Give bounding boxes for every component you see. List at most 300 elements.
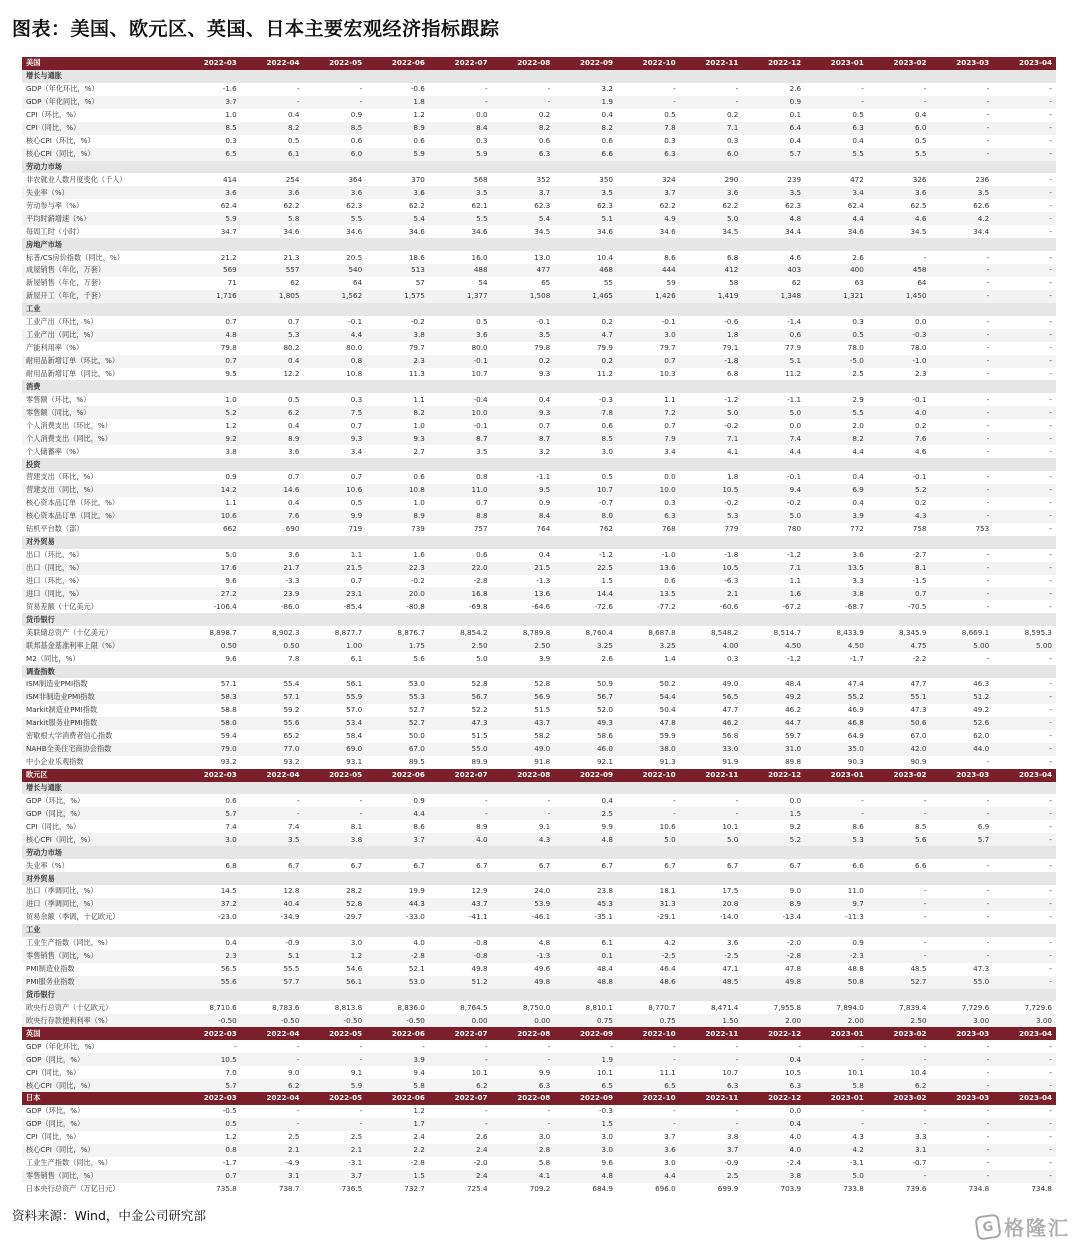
month-header: 2022-03: [178, 1092, 241, 1105]
value-cell: -0.50: [366, 1014, 429, 1027]
value-cell: 8,813.8: [303, 1001, 366, 1014]
value-cell: 1,450: [868, 290, 931, 303]
month-header: 2022-08: [492, 1027, 555, 1040]
value-cell: 64: [868, 277, 931, 290]
value-cell: 699.9: [680, 1183, 743, 1196]
value-cell: 0.7: [178, 1170, 241, 1183]
value-cell: 49.8: [429, 963, 492, 976]
value-cell: 3.8: [742, 1170, 805, 1183]
value-cell: 34.6: [366, 225, 429, 238]
value-cell: 1.1: [742, 575, 805, 588]
value-cell: 56.5: [178, 963, 241, 976]
value-cell: 64.9: [805, 730, 868, 743]
value-cell: 5.0: [742, 406, 805, 419]
value-cell: -: [930, 393, 993, 406]
value-cell: 47.3: [930, 963, 993, 976]
value-cell: 4.75: [868, 639, 931, 652]
table-row: [22, 497, 1056, 510]
value-cell: 0.6: [554, 419, 617, 432]
value-cell: 254: [241, 173, 304, 186]
value-cell: -41.1: [429, 911, 492, 924]
indicator-label: 中小企业乐观指数: [22, 756, 178, 769]
value-cell: 0.2: [868, 497, 931, 510]
value-cell: 62.0: [930, 730, 993, 743]
value-cell: 6.8: [680, 251, 743, 264]
value-cell: -: [930, 1170, 993, 1183]
value-cell: 4.3: [492, 833, 555, 846]
value-cell: 5.7: [930, 833, 993, 846]
value-cell: 5.0: [805, 1170, 868, 1183]
value-cell: 2.5: [680, 1170, 743, 1183]
value-cell: -: [303, 1053, 366, 1066]
value-cell: 93.1: [303, 756, 366, 769]
value-cell: 6.4: [742, 122, 805, 135]
value-cell: 684.9: [554, 1183, 617, 1196]
table-row: [22, 963, 1056, 976]
value-cell: 488: [429, 264, 492, 277]
value-cell: 1.6: [366, 549, 429, 562]
value-cell: 5.5: [868, 148, 931, 161]
value-cell: 9.2: [178, 432, 241, 445]
indicator-label: 失业率（%）: [22, 186, 178, 199]
value-cell: -70.5: [868, 600, 931, 613]
value-cell: 0.00: [492, 1014, 555, 1027]
value-cell: 19.9: [366, 885, 429, 898]
value-cell: 49.8: [492, 976, 555, 989]
value-cell: -: [241, 1040, 304, 1053]
value-cell: 52.6: [930, 717, 993, 730]
value-cell: -: [617, 96, 680, 109]
value-cell: 21.5: [303, 562, 366, 575]
value-cell: 49.3: [554, 717, 617, 730]
value-cell: 5.00: [993, 639, 1056, 652]
value-cell: 55.5: [241, 963, 304, 976]
value-cell: 0.0: [617, 471, 680, 484]
value-cell: 47.8: [617, 717, 680, 730]
value-cell: 6.6: [868, 859, 931, 872]
value-cell: 2.4: [429, 1144, 492, 1157]
value-cell: 5.5: [805, 406, 868, 419]
value-cell: 16.8: [429, 587, 492, 600]
value-cell: -1.7: [178, 1157, 241, 1170]
value-cell: 47.3: [868, 704, 931, 717]
value-cell: 3.7: [366, 833, 429, 846]
value-cell: 4.0: [429, 833, 492, 846]
value-cell: -: [930, 1040, 993, 1053]
value-cell: 56.9: [492, 691, 555, 704]
value-cell: 59.2: [241, 704, 304, 717]
category-row: [22, 989, 1056, 1002]
value-cell: 5.2: [742, 833, 805, 846]
indicator-label: M2（同比，%）: [22, 652, 178, 665]
value-cell: -: [303, 1118, 366, 1131]
value-cell: 2.1: [680, 587, 743, 600]
value-cell: 6.7: [366, 859, 429, 872]
value-cell: 2.6: [805, 251, 868, 264]
indicator-label: 密歇根大学消费者信心指数: [22, 730, 178, 743]
value-cell: 6.6: [805, 859, 868, 872]
table-row: [22, 820, 1056, 833]
value-cell: 9.9: [492, 1066, 555, 1079]
value-cell: 6.5: [617, 1079, 680, 1092]
value-cell: 46.3: [930, 678, 993, 691]
value-cell: 0.3: [680, 652, 743, 665]
indicator-label: 劳动参与率（%）: [22, 199, 178, 212]
value-cell: -: [930, 96, 993, 109]
value-cell: -1.2: [742, 652, 805, 665]
value-cell: 43.7: [429, 898, 492, 911]
value-cell: 1,465: [554, 290, 617, 303]
value-cell: -: [429, 1040, 492, 1053]
value-cell: 0.6: [554, 135, 617, 148]
value-cell: 4.0: [868, 406, 931, 419]
value-cell: -: [993, 1144, 1056, 1157]
value-cell: 62.3: [303, 199, 366, 212]
value-cell: -: [429, 794, 492, 807]
value-cell: -: [993, 199, 1056, 212]
region-name: 日本: [22, 1092, 178, 1105]
value-cell: 8,877.7: [303, 626, 366, 639]
value-cell: 53.9: [492, 898, 555, 911]
indicator-label: 核心资本品订单（环比，%）: [22, 497, 178, 510]
value-cell: 90.9: [868, 756, 931, 769]
value-cell: 79.0: [178, 743, 241, 756]
category-label: 房地产市场: [22, 238, 1056, 251]
value-cell: 34.5: [680, 225, 743, 238]
value-cell: -: [930, 562, 993, 575]
value-cell: 3.1: [241, 1170, 304, 1183]
table-row: [22, 1118, 1056, 1131]
category-label: 货币银行: [22, 989, 1056, 1002]
value-cell: 79.7: [366, 342, 429, 355]
value-cell: 55.0: [429, 743, 492, 756]
value-cell: 57.7: [241, 976, 304, 989]
value-cell: 8,876.7: [366, 626, 429, 639]
value-cell: 62.4: [178, 199, 241, 212]
value-cell: 49.2: [742, 691, 805, 704]
value-cell: 5.4: [492, 212, 555, 225]
value-cell: 5.5: [429, 212, 492, 225]
value-cell: 5.0: [178, 549, 241, 562]
value-cell: 6.1: [303, 652, 366, 665]
month-header: 2022-10: [617, 1092, 680, 1105]
value-cell: 4.4: [805, 212, 868, 225]
value-cell: -: [868, 1118, 931, 1131]
value-cell: 34.6: [429, 225, 492, 238]
value-cell: -: [680, 1040, 743, 1053]
value-cell: -1.0: [868, 355, 931, 368]
value-cell: 8.1: [868, 562, 931, 575]
month-header: 2022-05: [303, 769, 366, 782]
value-cell: 6.3: [492, 148, 555, 161]
value-cell: 5.7: [178, 807, 241, 820]
value-cell: 7.4: [178, 820, 241, 833]
category-row: [22, 70, 1056, 83]
value-cell: 3.7: [303, 1170, 366, 1183]
month-header: 2023-02: [868, 1027, 931, 1040]
value-cell: 62.2: [617, 199, 680, 212]
value-cell: 1.8: [680, 329, 743, 342]
value-cell: -: [993, 96, 1056, 109]
month-header: 2022-07: [429, 1027, 492, 1040]
value-cell: -0.1: [868, 393, 931, 406]
table-row: [22, 148, 1056, 161]
value-cell: -: [993, 704, 1056, 717]
value-cell: 8.5: [178, 122, 241, 135]
value-cell: 53.0: [366, 678, 429, 691]
value-cell: 477: [492, 264, 555, 277]
value-cell: 22.3: [366, 562, 429, 575]
category-row: [22, 380, 1056, 393]
indicator-label: 欧央行总资产（十亿欧元）: [22, 1001, 178, 1014]
value-cell: 8.7: [492, 432, 555, 445]
value-cell: 779: [680, 523, 743, 536]
value-cell: -: [868, 885, 931, 898]
table-row: [22, 186, 1056, 199]
value-cell: -1.3: [492, 950, 555, 963]
value-cell: -: [303, 96, 366, 109]
value-cell: 3.5: [429, 445, 492, 458]
value-cell: 569: [178, 264, 241, 277]
indicator-label: CPI（同比，%）: [22, 1131, 178, 1144]
value-cell: 6.0: [680, 148, 743, 161]
value-cell: -: [805, 794, 868, 807]
category-label: 增长与通胀: [22, 782, 1056, 795]
month-header: 2023-01: [805, 769, 868, 782]
source-note: 资料来源：Wind，中金公司研究部: [12, 1208, 206, 1223]
value-cell: -0.2: [680, 419, 743, 432]
value-cell: 3.7: [178, 96, 241, 109]
month-header: 2022-10: [617, 1027, 680, 1040]
value-cell: 540: [303, 264, 366, 277]
value-cell: 6.7: [617, 859, 680, 872]
value-cell: 7,729.6: [993, 1001, 1056, 1014]
value-cell: 56.8: [680, 730, 743, 743]
value-cell: -: [993, 575, 1056, 588]
value-cell: 1.2: [366, 1105, 429, 1118]
value-cell: 8,789.8: [492, 626, 555, 639]
value-cell: 0.2: [554, 316, 617, 329]
value-cell: 0.8: [178, 1144, 241, 1157]
value-cell: 5.1: [554, 212, 617, 225]
month-header: 2023-03: [930, 769, 993, 782]
value-cell: -0.1: [868, 471, 931, 484]
value-cell: 27.2: [178, 587, 241, 600]
table-row: [22, 626, 1056, 639]
table-row: [22, 1170, 1056, 1183]
indicator-label: 平均时薪增速（%）: [22, 212, 178, 225]
value-cell: 8.9: [742, 898, 805, 911]
month-header: 2022-12: [742, 1092, 805, 1105]
value-cell: 16.0: [429, 251, 492, 264]
value-cell: 11.2: [742, 368, 805, 381]
table-row: [22, 911, 1056, 924]
indicator-label: 工业产出（同比，%）: [22, 329, 178, 342]
value-cell: 2.5: [241, 1131, 304, 1144]
value-cell: 10.4: [868, 1066, 931, 1079]
month-header: 2023-02: [868, 57, 931, 70]
value-cell: -: [617, 1118, 680, 1131]
value-cell: -: [805, 807, 868, 820]
value-cell: -: [930, 950, 993, 963]
value-cell: 0.2: [492, 355, 555, 368]
value-cell: -: [366, 1040, 429, 1053]
value-cell: 2.00: [742, 1014, 805, 1027]
value-cell: 3.0: [492, 1131, 555, 1144]
value-cell: 9.4: [366, 1066, 429, 1079]
value-cell: 3.5: [742, 186, 805, 199]
value-cell: -0.7: [868, 1157, 931, 1170]
value-cell: 0.0: [742, 419, 805, 432]
value-cell: 51.5: [429, 730, 492, 743]
month-header: 2023-02: [868, 1092, 931, 1105]
value-cell: -: [492, 1105, 555, 1118]
value-cell: 10.5: [178, 1053, 241, 1066]
value-cell: -: [993, 976, 1056, 989]
value-cell: -: [930, 368, 993, 381]
value-cell: -: [993, 484, 1056, 497]
value-cell: 52.7: [366, 704, 429, 717]
indicator-label: 工业生产指数（同比，%）: [22, 1157, 178, 1170]
value-cell: 34.5: [868, 225, 931, 238]
value-cell: 31.0: [742, 743, 805, 756]
month-header: 2023-01: [805, 1092, 868, 1105]
value-cell: -: [680, 96, 743, 109]
value-cell: 2.5: [805, 368, 868, 381]
value-cell: 8.6: [617, 251, 680, 264]
indicator-label: 每周工时（小时）: [22, 225, 178, 238]
value-cell: 57.1: [178, 678, 241, 691]
value-cell: 57: [366, 277, 429, 290]
value-cell: 9.3: [492, 406, 555, 419]
value-cell: 7.6: [241, 510, 304, 523]
value-cell: -23.0: [178, 911, 241, 924]
value-cell: 65: [492, 277, 555, 290]
value-cell: 0.3: [429, 135, 492, 148]
value-cell: -5.0: [805, 355, 868, 368]
value-cell: -2.3: [805, 950, 868, 963]
value-cell: -: [303, 1105, 366, 1118]
value-cell: 1,419: [680, 290, 743, 303]
value-cell: 0.6: [742, 329, 805, 342]
value-cell: -: [993, 963, 1056, 976]
value-cell: 412: [680, 264, 743, 277]
value-cell: 734.8: [993, 1183, 1056, 1196]
value-cell: 34.7: [178, 225, 241, 238]
indicator-label: 出口（季调同比，%）: [22, 885, 178, 898]
value-cell: 52.7: [868, 976, 931, 989]
value-cell: -: [993, 652, 1056, 665]
value-cell: 0.3: [617, 497, 680, 510]
value-cell: 89.8: [742, 756, 805, 769]
value-cell: -: [993, 587, 1056, 600]
value-cell: 48.8: [554, 976, 617, 989]
value-cell: -: [492, 1040, 555, 1053]
indicator-label: CPI（同比，%）: [22, 122, 178, 135]
value-cell: 0.8: [303, 355, 366, 368]
value-cell: -: [993, 471, 1056, 484]
value-cell: 7.8: [554, 406, 617, 419]
value-cell: -0.6: [366, 83, 429, 96]
value-cell: 9.3: [303, 432, 366, 445]
value-cell: 5.8: [805, 1079, 868, 1092]
value-cell: 2.5: [303, 1131, 366, 1144]
value-cell: 1.00: [303, 639, 366, 652]
value-cell: 10.0: [429, 406, 492, 419]
value-cell: 5.9: [178, 212, 241, 225]
value-cell: -: [993, 756, 1056, 769]
value-cell: 8,687.8: [617, 626, 680, 639]
value-cell: 62.4: [805, 199, 868, 212]
value-cell: 10.6: [617, 820, 680, 833]
value-cell: 10.7: [554, 484, 617, 497]
value-cell: -: [930, 122, 993, 135]
value-cell: 55.9: [303, 691, 366, 704]
value-cell: 6.5: [178, 148, 241, 161]
value-cell: 62.2: [241, 199, 304, 212]
value-cell: -: [930, 148, 993, 161]
value-cell: -: [930, 1105, 993, 1118]
value-cell: -: [680, 1053, 743, 1066]
value-cell: -: [930, 316, 993, 329]
value-cell: 63: [805, 277, 868, 290]
table-row: [22, 898, 1056, 911]
value-cell: 52.8: [492, 678, 555, 691]
value-cell: 92.1: [554, 756, 617, 769]
indicator-label: 出口（同比，%）: [22, 562, 178, 575]
value-cell: 8.7: [429, 432, 492, 445]
value-cell: 4.6: [868, 445, 931, 458]
value-cell: -1.2: [554, 549, 617, 562]
value-cell: 7.8: [241, 652, 304, 665]
indicator-label: 非农就业人数月度变化（千人）: [22, 173, 178, 186]
value-cell: 3.9: [492, 652, 555, 665]
value-cell: 80.0: [429, 342, 492, 355]
value-cell: 62: [241, 277, 304, 290]
value-cell: 34.4: [930, 225, 993, 238]
value-cell: 3.00: [993, 1014, 1056, 1027]
value-cell: -106.4: [178, 600, 241, 613]
month-header: 2022-07: [429, 769, 492, 782]
value-cell: 6.0: [868, 122, 931, 135]
table-row: [22, 329, 1056, 342]
value-cell: -34.9: [241, 911, 304, 924]
value-cell: 0.4: [805, 135, 868, 148]
value-cell: -: [805, 1118, 868, 1131]
value-cell: 8,898.7: [178, 626, 241, 639]
value-cell: 8,433.9: [805, 626, 868, 639]
value-cell: 2.1: [241, 1144, 304, 1157]
value-cell: 91.9: [680, 756, 743, 769]
value-cell: -: [868, 937, 931, 950]
value-cell: 58.6: [554, 730, 617, 743]
value-cell: -: [993, 264, 1056, 277]
table-row: [22, 730, 1056, 743]
table-row: [22, 419, 1056, 432]
value-cell: 46.4: [617, 963, 680, 976]
value-cell: 55.4: [241, 678, 304, 691]
value-cell: -: [868, 1040, 931, 1053]
value-cell: -85.4: [303, 600, 366, 613]
value-cell: 0.5: [805, 329, 868, 342]
value-cell: -: [993, 820, 1056, 833]
value-cell: 6.1: [241, 148, 304, 161]
value-cell: -: [429, 807, 492, 820]
value-cell: -80.8: [366, 600, 429, 613]
indicator-label: 核心CPI（环比，%）: [22, 135, 178, 148]
value-cell: -: [993, 1040, 1056, 1053]
value-cell: 4.2: [617, 937, 680, 950]
